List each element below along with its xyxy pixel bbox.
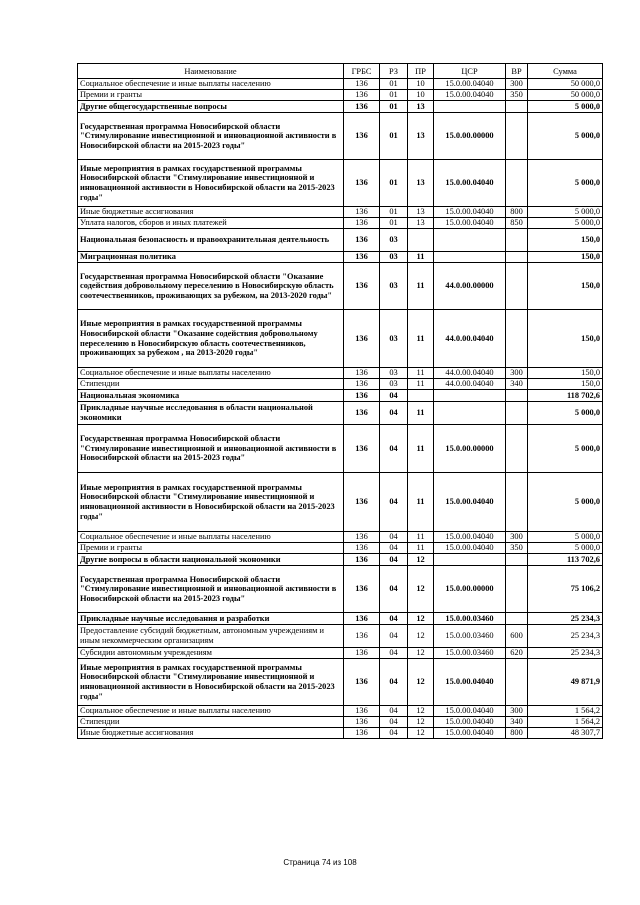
cell-grbs: 136 <box>344 543 380 554</box>
cell-vr <box>506 473 528 532</box>
header-grbs: ГРБС <box>344 64 380 79</box>
cell-csr: 15.0.00.04040 <box>434 532 506 543</box>
cell-sum: 150,0 <box>528 229 603 252</box>
cell-rz: 04 <box>380 625 408 648</box>
table-row <box>78 263 603 310</box>
cell-pr: 12 <box>408 613 434 625</box>
table-row <box>78 113 603 160</box>
cell-pr: 12 <box>408 706 434 717</box>
cell-csr: 44.0.00.00000 <box>434 263 506 310</box>
cell-grbs: 136 <box>344 554 380 566</box>
cell-pr: 11 <box>408 263 434 310</box>
cell-grbs: 136 <box>344 263 380 310</box>
cell-vr <box>506 160 528 207</box>
cell-pr: 11 <box>408 402 434 425</box>
cell-pr: 10 <box>408 79 434 90</box>
cell-rz: 03 <box>380 368 408 379</box>
cell-grbs: 136 <box>344 532 380 543</box>
cell-csr: 15.0.00.04040 <box>434 473 506 532</box>
cell-vr: 300 <box>506 79 528 90</box>
cell-pr: 13 <box>408 207 434 218</box>
cell-name: Иные мероприятия в рамках государственной программы Новосибирской области "Оказание содействия добровольному переселению в Новосибирскую область соотечественников, проживающих за рубежом , на 2013-2020 годы" <box>78 310 344 368</box>
budget-table <box>77 63 603 739</box>
table-row <box>78 379 603 390</box>
header-name: Наименование <box>78 64 344 79</box>
table-row <box>78 425 603 473</box>
cell-sum: 5 000,0 <box>528 402 603 425</box>
cell-sum: 5 000,0 <box>528 543 603 554</box>
cell-rz: 01 <box>380 218 408 229</box>
cell-grbs: 136 <box>344 207 380 218</box>
cell-name: Социальное обеспечение и иные выплаты населению <box>78 368 344 379</box>
cell-pr: 11 <box>408 425 434 473</box>
table-row <box>78 90 603 101</box>
cell-rz: 04 <box>380 402 408 425</box>
cell-pr: 12 <box>408 717 434 728</box>
table-row <box>78 229 603 252</box>
cell-csr: 15.0.00.04040 <box>434 659 506 706</box>
cell-name: Государственная программа Новосибирской области "Стимулирование инвестиционной и инновационной активности в Новосибирской области на 2015-2023 годы" <box>78 425 344 473</box>
cell-rz: 04 <box>380 554 408 566</box>
cell-csr: 44.0.00.04040 <box>434 368 506 379</box>
cell-sum: 150,0 <box>528 379 603 390</box>
cell-name: Национальная экономика <box>78 390 344 402</box>
cell-pr: 13 <box>408 160 434 207</box>
table-row <box>78 554 603 566</box>
cell-grbs: 136 <box>344 659 380 706</box>
cell-name: Социальное обеспечение и иные выплаты населению <box>78 532 344 543</box>
cell-grbs: 136 <box>344 717 380 728</box>
cell-sum: 50 000,0 <box>528 90 603 101</box>
cell-vr: 620 <box>506 648 528 659</box>
cell-grbs: 136 <box>344 113 380 160</box>
cell-name: Субсидии автономным учреждениям <box>78 648 344 659</box>
cell-csr: 15.0.00.03460 <box>434 613 506 625</box>
header-sum: Сумма <box>528 64 603 79</box>
cell-name: Другие вопросы в области национальной экономики <box>78 554 344 566</box>
cell-pr: 11 <box>408 473 434 532</box>
cell-vr <box>506 310 528 368</box>
cell-name: Национальная безопасность и правоохранительная деятельность <box>78 229 344 252</box>
cell-name: Иные мероприятия в рамках государственной программы Новосибирской области "Стимулирование инвестиционной и инновационной активности в Новосибирской области на 2015-2023 годы" <box>78 659 344 706</box>
cell-name: Прикладные научные исследования и разработки <box>78 613 344 625</box>
cell-rz: 03 <box>380 310 408 368</box>
cell-rz: 04 <box>380 706 408 717</box>
cell-rz: 03 <box>380 252 408 263</box>
cell-sum: 150,0 <box>528 252 603 263</box>
page-number: Страница 74 из 108 <box>283 858 357 867</box>
cell-rz: 04 <box>380 532 408 543</box>
cell-name: Государственная программа Новосибирской области "Оказание содействия добровольному переселению в Новосибирскую область соотечественников, проживающих за рубежом, на 2013-2020 годы" <box>78 263 344 310</box>
cell-csr <box>434 101 506 113</box>
cell-pr: 12 <box>408 728 434 739</box>
cell-vr: 300 <box>506 706 528 717</box>
table-row <box>78 613 603 625</box>
cell-csr <box>434 252 506 263</box>
cell-pr: 12 <box>408 625 434 648</box>
cell-csr: 44.0.00.04040 <box>434 379 506 390</box>
cell-csr: 15.0.00.04040 <box>434 728 506 739</box>
cell-name: Предоставление субсидий бюджетным, автономным учреждениям и иным некоммерческим организациям <box>78 625 344 648</box>
cell-vr <box>506 390 528 402</box>
cell-csr: 15.0.00.04040 <box>434 207 506 218</box>
cell-vr: 340 <box>506 717 528 728</box>
cell-name: Социальное обеспечение и иные выплаты населению <box>78 706 344 717</box>
cell-pr: 12 <box>408 566 434 613</box>
cell-csr: 15.0.00.04040 <box>434 543 506 554</box>
cell-sum: 75 106,2 <box>528 566 603 613</box>
cell-csr: 44.0.00.04040 <box>434 310 506 368</box>
cell-sum: 25 234,3 <box>528 625 603 648</box>
cell-name: Другие общегосударственные вопросы <box>78 101 344 113</box>
cell-rz: 01 <box>380 90 408 101</box>
cell-name: Премии и гранты <box>78 90 344 101</box>
cell-pr: 11 <box>408 532 434 543</box>
table-row <box>78 532 603 543</box>
cell-rz: 04 <box>380 425 408 473</box>
cell-vr <box>506 554 528 566</box>
cell-csr: 15.0.00.03460 <box>434 625 506 648</box>
cell-name: Стипендии <box>78 379 344 390</box>
cell-grbs: 136 <box>344 368 380 379</box>
cell-grbs: 136 <box>344 566 380 613</box>
cell-vr: 350 <box>506 543 528 554</box>
table-row <box>78 648 603 659</box>
cell-grbs: 136 <box>344 379 380 390</box>
cell-vr <box>506 101 528 113</box>
cell-csr: 15.0.00.04040 <box>434 717 506 728</box>
table-row <box>78 473 603 532</box>
cell-rz: 01 <box>380 101 408 113</box>
cell-pr <box>408 390 434 402</box>
cell-sum: 50 000,0 <box>528 79 603 90</box>
cell-pr <box>408 229 434 252</box>
table-row <box>78 543 603 554</box>
cell-pr: 13 <box>408 218 434 229</box>
cell-vr: 850 <box>506 218 528 229</box>
table-row <box>78 625 603 648</box>
cell-csr: 15.0.00.04040 <box>434 706 506 717</box>
cell-csr: 15.0.00.04040 <box>434 79 506 90</box>
cell-pr: 12 <box>408 659 434 706</box>
table-row <box>78 659 603 706</box>
cell-vr: 350 <box>506 90 528 101</box>
cell-grbs: 136 <box>344 648 380 659</box>
cell-csr <box>434 554 506 566</box>
cell-grbs: 136 <box>344 218 380 229</box>
cell-sum: 118 702,6 <box>528 390 603 402</box>
cell-sum: 5 000,0 <box>528 425 603 473</box>
cell-grbs: 136 <box>344 390 380 402</box>
cell-grbs: 136 <box>344 90 380 101</box>
cell-rz: 01 <box>380 207 408 218</box>
cell-rz: 04 <box>380 659 408 706</box>
cell-grbs: 136 <box>344 402 380 425</box>
cell-sum: 5 000,0 <box>528 532 603 543</box>
cell-sum: 5 000,0 <box>528 473 603 532</box>
cell-vr: 340 <box>506 379 528 390</box>
cell-sum: 113 702,6 <box>528 554 603 566</box>
cell-vr <box>506 425 528 473</box>
cell-vr <box>506 659 528 706</box>
cell-csr <box>434 402 506 425</box>
cell-sum: 1 564,2 <box>528 717 603 728</box>
table-header-row <box>78 64 603 79</box>
table-body <box>78 79 603 739</box>
header-rz: РЗ <box>380 64 408 79</box>
cell-grbs: 136 <box>344 229 380 252</box>
cell-name: Уплата налогов, сборов и иных платежей <box>78 218 344 229</box>
cell-rz: 04 <box>380 566 408 613</box>
cell-csr: 15.0.00.00000 <box>434 566 506 613</box>
table-row <box>78 368 603 379</box>
cell-grbs: 136 <box>344 310 380 368</box>
cell-sum: 150,0 <box>528 310 603 368</box>
cell-vr: 300 <box>506 532 528 543</box>
cell-sum: 5 000,0 <box>528 160 603 207</box>
cell-sum: 5 000,0 <box>528 101 603 113</box>
table-row <box>78 310 603 368</box>
cell-sum: 25 234,3 <box>528 648 603 659</box>
cell-vr: 800 <box>506 728 528 739</box>
cell-rz: 04 <box>380 613 408 625</box>
cell-csr <box>434 390 506 402</box>
cell-sum: 150,0 <box>528 263 603 310</box>
cell-grbs: 136 <box>344 613 380 625</box>
cell-rz: 03 <box>380 379 408 390</box>
cell-csr: 15.0.00.04040 <box>434 90 506 101</box>
cell-grbs: 136 <box>344 473 380 532</box>
cell-sum: 1 564,2 <box>528 706 603 717</box>
cell-rz: 03 <box>380 263 408 310</box>
table-row <box>78 728 603 739</box>
cell-rz: 04 <box>380 543 408 554</box>
cell-csr: 15.0.00.00000 <box>434 113 506 160</box>
cell-csr: 15.0.00.04040 <box>434 218 506 229</box>
cell-sum: 48 307,7 <box>528 728 603 739</box>
table-row <box>78 160 603 207</box>
cell-name: Иные мероприятия в рамках государственной программы Новосибирской области "Стимулирование инвестиционной и инновационной активности в Новосибирской области на 2015-2023 годы" <box>78 160 344 207</box>
table-row <box>78 402 603 425</box>
cell-vr <box>506 613 528 625</box>
cell-name: Миграционная политика <box>78 252 344 263</box>
cell-sum: 150,0 <box>528 368 603 379</box>
cell-grbs: 136 <box>344 79 380 90</box>
cell-sum: 5 000,0 <box>528 207 603 218</box>
cell-name: Иные бюджетные ассигнования <box>78 728 344 739</box>
cell-name: Государственная программа Новосибирской области "Стимулирование инвестиционной и инновационной активности в Новосибирской области на 2015-2023 годы" <box>78 113 344 160</box>
header-csr: ЦСР <box>434 64 506 79</box>
cell-vr <box>506 263 528 310</box>
cell-sum: 5 000,0 <box>528 218 603 229</box>
cell-pr: 11 <box>408 310 434 368</box>
cell-pr: 13 <box>408 101 434 113</box>
cell-grbs: 136 <box>344 706 380 717</box>
cell-csr: 15.0.00.00000 <box>434 425 506 473</box>
cell-pr: 12 <box>408 554 434 566</box>
cell-rz: 04 <box>380 390 408 402</box>
cell-rz: 04 <box>380 717 408 728</box>
cell-rz: 01 <box>380 113 408 160</box>
table-row <box>78 252 603 263</box>
cell-vr: 600 <box>506 625 528 648</box>
cell-vr <box>506 229 528 252</box>
table-row <box>78 101 603 113</box>
table-row <box>78 717 603 728</box>
header-pr: ПР <box>408 64 434 79</box>
cell-grbs: 136 <box>344 252 380 263</box>
cell-name: Прикладные научные исследования в области национальной экономики <box>78 402 344 425</box>
cell-grbs: 136 <box>344 728 380 739</box>
cell-pr: 13 <box>408 113 434 160</box>
cell-vr <box>506 113 528 160</box>
cell-sum: 5 000,0 <box>528 113 603 160</box>
cell-name: Иные бюджетные ассигнования <box>78 207 344 218</box>
cell-vr <box>506 566 528 613</box>
cell-rz: 01 <box>380 79 408 90</box>
cell-name: Стипендии <box>78 717 344 728</box>
cell-rz: 01 <box>380 160 408 207</box>
table-row <box>78 218 603 229</box>
table-row <box>78 566 603 613</box>
cell-name: Иные мероприятия в рамках государственной программы Новосибирской области "Стимулирование инвестиционной и инновационной активности в Новосибирской области на 2015-2023 годы" <box>78 473 344 532</box>
cell-pr: 11 <box>408 543 434 554</box>
table-row <box>78 79 603 90</box>
cell-rz: 03 <box>380 229 408 252</box>
header-vr: ВР <box>506 64 528 79</box>
cell-sum: 25 234,3 <box>528 613 603 625</box>
cell-rz: 04 <box>380 473 408 532</box>
cell-sum: 49 871,9 <box>528 659 603 706</box>
cell-name: Социальное обеспечение и иные выплаты населению <box>78 79 344 90</box>
table-row <box>78 207 603 218</box>
cell-grbs: 136 <box>344 625 380 648</box>
cell-vr <box>506 402 528 425</box>
cell-vr: 300 <box>506 368 528 379</box>
cell-csr: 15.0.00.04040 <box>434 160 506 207</box>
cell-grbs: 136 <box>344 425 380 473</box>
cell-pr: 11 <box>408 368 434 379</box>
cell-name: Премии и гранты <box>78 543 344 554</box>
cell-pr: 11 <box>408 379 434 390</box>
table-row <box>78 390 603 402</box>
cell-grbs: 136 <box>344 101 380 113</box>
cell-name: Государственная программа Новосибирской области "Стимулирование инвестиционной и инновационной активности в Новосибирской области на 2015-2023 годы" <box>78 566 344 613</box>
cell-rz: 04 <box>380 728 408 739</box>
cell-pr: 12 <box>408 648 434 659</box>
cell-rz: 04 <box>380 648 408 659</box>
cell-csr <box>434 229 506 252</box>
cell-pr: 10 <box>408 90 434 101</box>
cell-pr: 11 <box>408 252 434 263</box>
table-row <box>78 706 603 717</box>
cell-vr <box>506 252 528 263</box>
cell-grbs: 136 <box>344 160 380 207</box>
cell-csr: 15.0.00.03460 <box>434 648 506 659</box>
cell-vr: 800 <box>506 207 528 218</box>
